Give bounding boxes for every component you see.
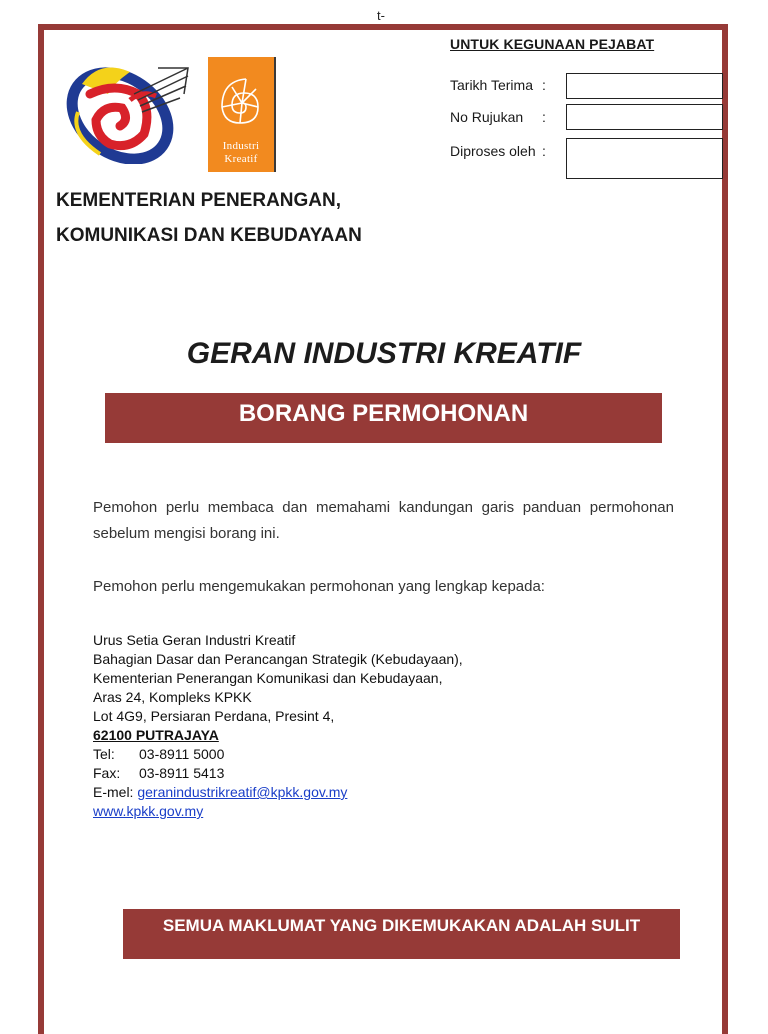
instruction-paragraph-1: Pemohon perlu membaca dan memahami kandungan garis panduan permohonan sebelum mengisi borang ini. bbox=[93, 499, 674, 542]
processed-by-field[interactable] bbox=[566, 138, 723, 179]
ministry-name-line2: KOMUNIKASI DAN KEBUDAYAAN bbox=[56, 225, 362, 246]
form-title-banner bbox=[105, 393, 662, 443]
email-row bbox=[93, 783, 463, 802]
address-line: Kementerian Penerangan Komunikasi dan Kebudayaan, bbox=[93, 670, 443, 686]
email-link[interactable]: geranindustrikreatif@kpkk.gov.my bbox=[137, 784, 348, 800]
tel-label: Tel: bbox=[93, 746, 115, 762]
logo-text-industri: Industri bbox=[222, 140, 260, 152]
form-title-text: BORANG PERMOHONAN bbox=[238, 400, 529, 427]
fax-row bbox=[93, 764, 463, 783]
address-block bbox=[93, 631, 463, 821]
page-mark: t- bbox=[377, 8, 385, 23]
page-title: GERAN INDUSTRI KREATIF bbox=[186, 337, 582, 370]
address-line: Urus Setia Geran Industri Kreatif bbox=[93, 632, 296, 648]
received-date-field[interactable] bbox=[566, 73, 723, 99]
reference-no-colon: : bbox=[542, 109, 546, 125]
received-date-colon: : bbox=[542, 77, 546, 93]
postcode-city: 62100 PUTRAJAYA bbox=[93, 727, 219, 743]
tel-number: 03-8911 5000 bbox=[139, 746, 225, 762]
confidential-notice-banner bbox=[123, 909, 680, 959]
nautilus-shell-icon bbox=[218, 73, 266, 135]
logo-text-kreatif: Kreatif bbox=[224, 153, 258, 165]
address-line: Lot 4G9, Persiaran Perdana, Presint 4, bbox=[93, 708, 335, 724]
processed-by-label: Diproses oleh bbox=[450, 143, 536, 159]
email-label: E-mel: bbox=[93, 784, 134, 800]
confidential-notice-text: SEMUA MAKLUMAT YANG DIKEMUKAKAN ADALAH SULIT bbox=[162, 916, 641, 935]
address-line: Aras 24, Kompleks KPKK bbox=[93, 689, 252, 705]
reference-no-field[interactable] bbox=[566, 104, 723, 130]
processed-by-colon: : bbox=[542, 143, 546, 159]
fax-number: 03-8911 5413 bbox=[139, 765, 225, 781]
instruction-paragraph-2: Pemohon perlu mengemukakan permohonan yang lengkap kepada: bbox=[93, 578, 545, 595]
industri-kreatif-logo bbox=[208, 57, 276, 172]
ministry-name-line1: KEMENTERIAN PENERANGAN, bbox=[56, 190, 342, 211]
address-line: Bahagian Dasar dan Perancangan Strategik (Kebudayaan), bbox=[93, 651, 463, 667]
reference-no-label: No Rujukan bbox=[450, 109, 524, 125]
fax-label: Fax: bbox=[93, 765, 121, 781]
website-link[interactable]: www.kpkk.gov.my bbox=[93, 803, 204, 819]
received-date-label: Tarikh Terima bbox=[450, 77, 533, 93]
website-row bbox=[93, 802, 463, 821]
tel-row bbox=[93, 745, 463, 764]
ministry-logo bbox=[60, 54, 192, 164]
office-use-title: UNTUK KEGUNAAN PEJABAT bbox=[450, 36, 655, 52]
